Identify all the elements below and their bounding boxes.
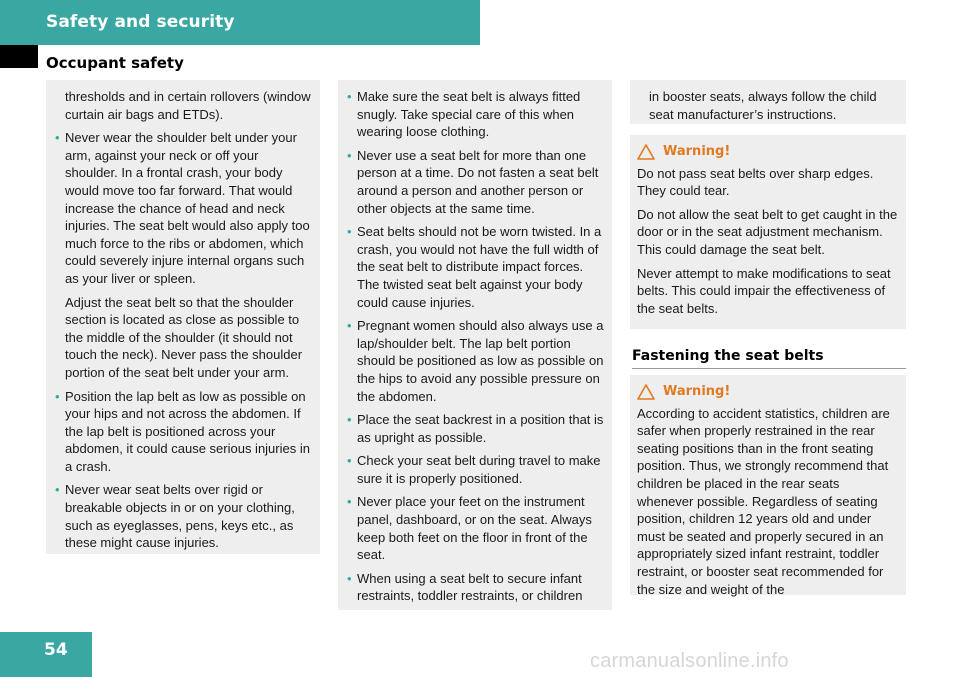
bullet-item: • Make sure the seat belt is always fitted snugly. Take special care of this when wearing loose clothing. (345, 88, 605, 141)
watermark: carmanualsonline.info (590, 650, 789, 672)
column-3-continuation-box (630, 80, 906, 124)
warning-box-children (630, 375, 906, 595)
warning-label: Warning! (663, 144, 731, 159)
bullet-item: • Never use a seat belt for more than one person at a time. Do not fasten a seat belt around a person and another person or other objects at the same time. (345, 147, 605, 217)
subsection-title: Fastening the seat belts (632, 348, 824, 364)
bullet-item: • Never wear the shoulder belt under your arm, against your neck or off your shoulder. In a frontal crash, your body would move too far forward. That would increase the chance of head and neck injuries. The seat belt would also apply too much force to the ribs or abdomen, which could severely injure internal organs such as your liver or spleen. (53, 129, 313, 287)
section-title: Occupant safety (46, 54, 184, 72)
bullet-item: • Seat belts should not be worn twisted. In a crash, you would not have the full width of the seat belt to distribute impact forces. The twisted seat belt against your body could cause injuries. (345, 223, 605, 311)
warning-triangle-icon (637, 384, 655, 400)
warning-paragraph: Never attempt to make modifications to seat belts. This could impair the effectiveness of the seat belts. (637, 265, 891, 316)
bullet-continuation: Adjust the seat belt so that the shoulder section is located as close as possible to the middle of the shoulder (it should not touch the neck). Never pass the shoulder portion of the seat belt under your arm. (65, 294, 303, 380)
bullet-item: • Never wear seat belts over rigid or breakable objects in or on your clothing, such as eyeglasses, pens, keys etc., as these might cause injuries. (53, 481, 313, 551)
column-3-continuation: in booster seats, always follow the child seat manufacturer’s instructions. (649, 89, 877, 122)
section-marker (0, 45, 38, 68)
warning-box-seat-belt-care (630, 135, 906, 329)
warning-label: Warning! (663, 384, 731, 399)
warning-paragraph: Do not pass seat belts over sharp edges. They could tear. (637, 165, 874, 199)
chapter-title: Safety and security (46, 12, 235, 32)
warning-paragraph: According to accident statistics, children are safer when properly restrained in the rear seating positions than in the front seating position. Thus, we strongly recommend that children be placed in the rear seats whenever possible. Regardless of seating position, children 12 years old and under must be seated and properly secured in an appropriately sized infant restraint, toddler restraint, or booster seat recommended for the size and weight of the (637, 405, 890, 597)
column-2-box (338, 80, 612, 610)
column-1-box (46, 80, 320, 554)
bullet-item: • Position the lap belt as low as possible on your hips and not across the abdomen. If the lap belt is positioned across your abdomen, it could cause serious injuries in a crash. (53, 388, 313, 476)
page-number: 54 (44, 640, 68, 660)
bullet-item: • Pregnant women should also always use a lap/shoulder belt. The lap belt portion should be positioned as low as possible on the hips to avoid any possible pressure on the abdomen. (345, 317, 605, 405)
warning-paragraph: Do not allow the seat belt to get caught in the door or in the seat adjustment mechanism. This could damage the seat belt. (637, 206, 898, 257)
bullet-item: • Never place your feet on the instrument panel, dashboard, or on the seat. Always keep both feet on the floor in front of the seat. (345, 493, 605, 563)
bullet-item: • Place the seat backrest in a position that is as upright as possible. (345, 411, 605, 446)
warning-triangle-icon (637, 144, 655, 160)
warning-heading (637, 383, 899, 401)
subsection-divider (632, 368, 906, 369)
bullet-item: • Check your seat belt during travel to make sure it is properly positioned. (345, 452, 605, 487)
column-1-intro: thresholds and in certain rollovers (window curtain air bags and ETDs). (65, 89, 311, 122)
warning-heading (637, 143, 899, 161)
bullet-item: • When using a seat belt to secure infant restraints, toddler restraints, or children (345, 570, 605, 605)
